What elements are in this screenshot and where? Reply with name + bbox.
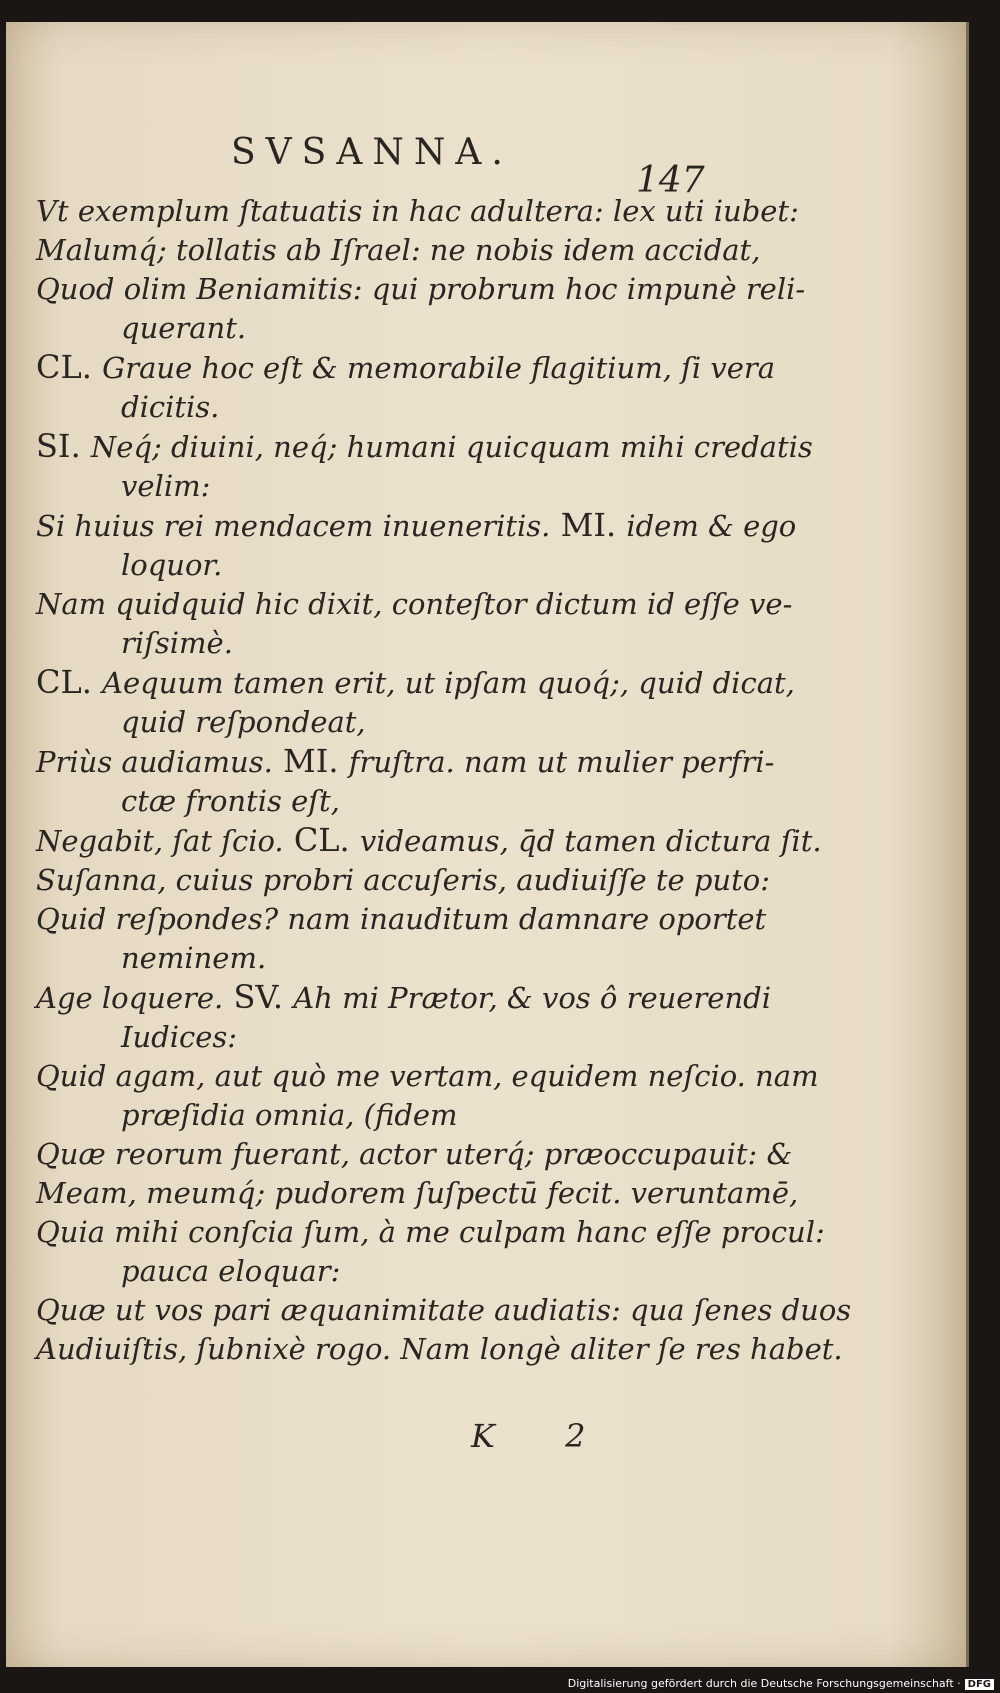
text-line	[36, 1174, 799, 1213]
line-text: Audiuiſtis, ſubnixè rogo. Nam longè aliter ſe res habet.	[36, 1332, 843, 1366]
speaker-label: CL.	[36, 348, 103, 386]
text-line	[36, 585, 793, 624]
speaker-label: SV.	[223, 978, 294, 1016]
page-number: 147	[636, 160, 705, 201]
line-text: Age loquere.	[36, 981, 224, 1015]
text-line	[36, 1057, 819, 1096]
line-text: Malumq́; tollatis ab Iſrael: ne nobis idem accidat,	[36, 233, 761, 267]
running-header: SVSANNA.	[231, 132, 513, 173]
line-text: querant.	[121, 311, 247, 345]
text-line	[36, 1213, 825, 1252]
line-text: Meam, meumq́; pudorem ſuſpectū fecit. veruntamē,	[36, 1176, 799, 1210]
text-line	[36, 546, 716, 585]
line-text: Nam quidquid hic dixit, conteſtor dictum id eſſe ve-	[36, 587, 793, 621]
signature-mark: K 2	[471, 1417, 616, 1455]
text-line	[36, 309, 716, 348]
line-text: Vt exemplum ſtatuatis in hac adultera: lex uti iubet:	[36, 194, 799, 228]
dfg-logo: DFG	[965, 1679, 994, 1690]
speaker-label: MI.	[550, 506, 627, 544]
text-line	[36, 467, 716, 506]
line-text: Suſanna, cuius probri accuſeris, audiuiſſe te puto:	[36, 863, 770, 897]
line-text: Aequum tamen erit, ut ipſam quoq́;, quid dicat,	[102, 666, 795, 700]
text-line	[36, 939, 716, 978]
text-line	[36, 663, 795, 703]
line-text: riſsimè.	[121, 626, 233, 660]
text-line	[36, 978, 771, 1018]
text-line	[36, 1096, 716, 1135]
line-text: Graue hoc eſt & memorabile flagitium, ſi vera	[102, 351, 776, 385]
line-text: velim:	[121, 469, 211, 503]
text-line	[36, 742, 775, 782]
line-text: Ah mi Prætor, & vos ô reuerendi	[293, 981, 771, 1015]
line-text: Iudices:	[121, 1020, 238, 1054]
text-line	[36, 1330, 843, 1369]
text-line	[36, 270, 806, 309]
footer-text: Digitalisierung gefördert durch die Deutsche Forschungsgemeinschaft ·	[567, 1677, 961, 1690]
text-line	[36, 388, 716, 427]
line-text: loquor.	[121, 548, 223, 582]
text-line	[36, 1291, 852, 1330]
line-text: videamus, q̄d tamen dictura ſit.	[359, 824, 822, 858]
line-text: Quod olim Beniamitis: qui probrum hoc impunè reli-	[36, 272, 806, 306]
text-line	[36, 900, 767, 939]
book-page	[6, 22, 969, 1667]
line-text: præſidia omnia, (fidem	[121, 1098, 458, 1132]
text-line	[36, 1252, 716, 1291]
text-line	[36, 861, 770, 900]
line-text: Si huius rei mendacem inueneritis.	[36, 509, 551, 543]
line-text: Quæ ut vos pari æquanimitate audiatis: qua ſenes duos	[36, 1293, 852, 1327]
speaker-label: CL.	[36, 663, 103, 701]
line-text: dicitis.	[121, 390, 220, 424]
text-line	[36, 348, 776, 388]
line-text: Quid agam, aut quò me vertam, equidem neſcio. nam	[36, 1059, 819, 1093]
text-line	[36, 624, 716, 663]
text-line	[36, 703, 716, 742]
line-text: Negabit, ſat ſcio.	[36, 824, 284, 858]
line-text: Quia mihi conſcia ſum, à me culpam hanc eſſe procul:	[36, 1215, 825, 1249]
line-text: quid reſpondeat,	[121, 705, 366, 739]
line-text: pauca eloquar:	[121, 1254, 341, 1288]
text-line	[36, 782, 716, 821]
text-line	[36, 1135, 793, 1174]
line-text: Priùs audiamus.	[36, 745, 273, 779]
text-line	[36, 506, 797, 546]
line-text: fruſtra. nam ut mulier perfri-	[348, 745, 775, 779]
line-text: Neq́; diuini, neq́; humani quicquam mihi credatis	[90, 430, 813, 464]
text-line	[36, 192, 799, 231]
line-text: ctæ frontis eſt,	[121, 784, 340, 818]
speaker-label: MI.	[272, 742, 349, 780]
speaker-label: CL.	[283, 821, 360, 859]
page-text	[36, 192, 852, 1369]
line-text: neminem.	[121, 941, 267, 975]
text-line	[36, 1018, 716, 1057]
line-text: Quid reſpondes? nam inauditum damnare oportet	[36, 902, 767, 936]
line-text: Quæ reorum fuerant, actor uterq́; præoccupauit: &	[36, 1137, 793, 1171]
line-text: idem & ego	[626, 509, 797, 543]
text-line	[36, 821, 822, 861]
speaker-label: SI.	[36, 427, 91, 465]
text-line	[36, 427, 813, 467]
text-line	[36, 231, 761, 270]
digitization-footer	[568, 1677, 994, 1690]
